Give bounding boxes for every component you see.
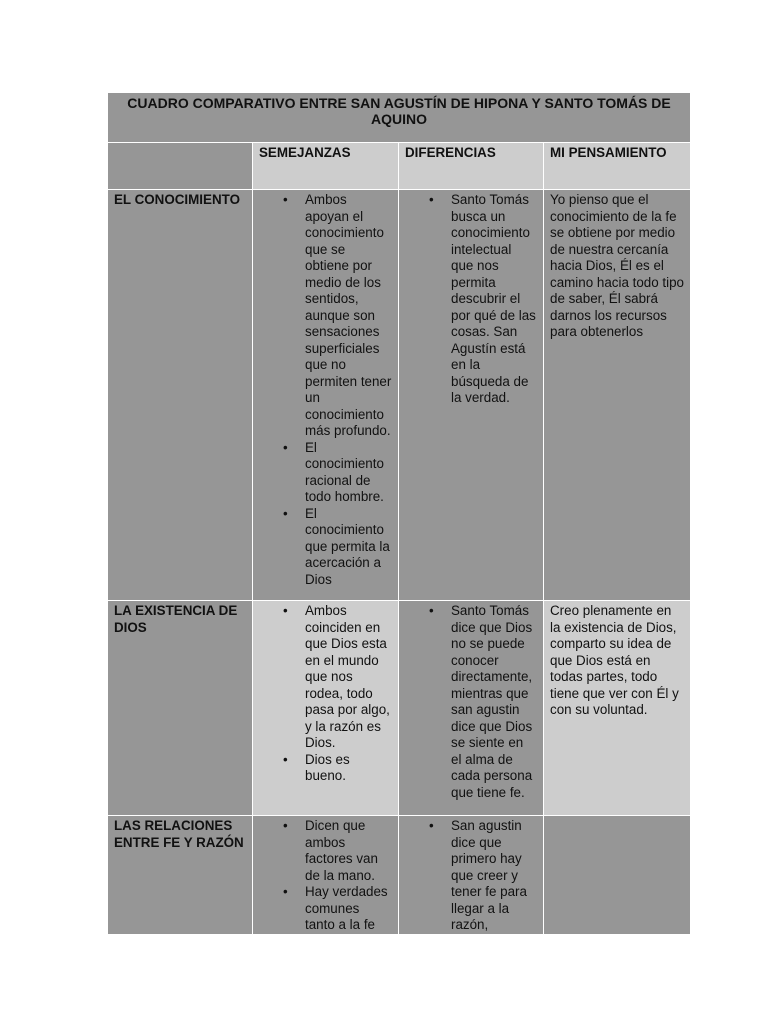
row-label: LA EXISTENCIA DE DIOS xyxy=(108,601,253,816)
row-label: LAS RELACIONES ENTRE FE Y RAZÓN xyxy=(108,816,253,935)
bullet-list xyxy=(259,192,392,588)
header-semejanzas: SEMEJANZAS xyxy=(253,143,399,190)
semejanzas-cell xyxy=(253,601,399,816)
header-empty-cell xyxy=(108,143,253,190)
table-row-fe-razon xyxy=(108,816,691,935)
semejanzas-cell xyxy=(253,190,399,601)
row-label: EL CONOCIMIENTO xyxy=(108,190,253,601)
header-diferencias: DIFERENCIAS xyxy=(399,143,544,190)
list-item: • Hay verdades comunes tanto a la fe xyxy=(305,884,392,934)
list-item: • Dios es bueno. xyxy=(305,752,392,785)
table-row-existencia xyxy=(108,601,691,816)
bullet-list xyxy=(405,192,537,407)
list-item: • Dicen que ambos factores van de la mano. xyxy=(305,818,392,884)
list-item: • Ambos apoyan el conocimiento que se obtiene por medio de los sentidos, aunque son sensaciones superficiales que no permiten tener un conocimiento más profundo. xyxy=(305,192,392,440)
list-item: • Santo Tomás dice que Dios no se puede conocer directamente, mientras que san agustin dice que Dios se siente en el alma de cada persona que tiene fe. xyxy=(451,603,537,801)
bullet-list xyxy=(259,603,392,785)
table-row-conocimiento xyxy=(108,190,691,601)
semejanzas-cell xyxy=(253,816,399,935)
table-title: CUADRO COMPARATIVO ENTRE SAN AGUSTÍN DE HIPONA Y SANTO TOMÁS DE AQUINO xyxy=(108,93,691,143)
diferencias-cell xyxy=(399,601,544,816)
header-mi-pensamiento: MI PENSAMIENTO xyxy=(544,143,691,190)
comparison-table xyxy=(107,92,691,935)
bullet-list xyxy=(405,818,537,934)
diferencias-cell xyxy=(399,190,544,601)
diferencias-cell xyxy=(399,816,544,935)
list-item: • El conocimiento racional de todo hombre. xyxy=(305,440,392,506)
bullet-list xyxy=(259,818,392,934)
pensamiento-cell: Creo plenamente en la existencia de Dios, comparto su idea de que Dios está en todas partes, todo tiene que ver con Él y con su voluntad. xyxy=(544,601,691,816)
title-row xyxy=(108,93,691,143)
list-item: • Santo Tomás busca un conocimiento intelectual que nos permita descubrir el por qué de las cosas. San Agustín está en la búsqueda de la verdad. xyxy=(451,192,537,407)
list-item: • El conocimiento que permita la acercación a Dios xyxy=(305,506,392,589)
pensamiento-cell: Yo pienso que el conocimiento de la fe se obtiene por medio de nuestra cercanía hacia Dios, Él es el camino hacia todo tipo de saber, Él sabrá darnos los recursos para obtenerlos xyxy=(544,190,691,601)
bullet-list xyxy=(405,603,537,801)
list-item: • San agustin dice que primero hay que creer y tener fe para llegar a la razón, xyxy=(451,818,537,934)
pensamiento-cell xyxy=(544,816,691,935)
list-item: • Ambos coinciden en que Dios esta en el mundo que nos rodea, todo pasa por algo, y la razón es Dios. xyxy=(305,603,392,752)
header-row xyxy=(108,143,691,190)
